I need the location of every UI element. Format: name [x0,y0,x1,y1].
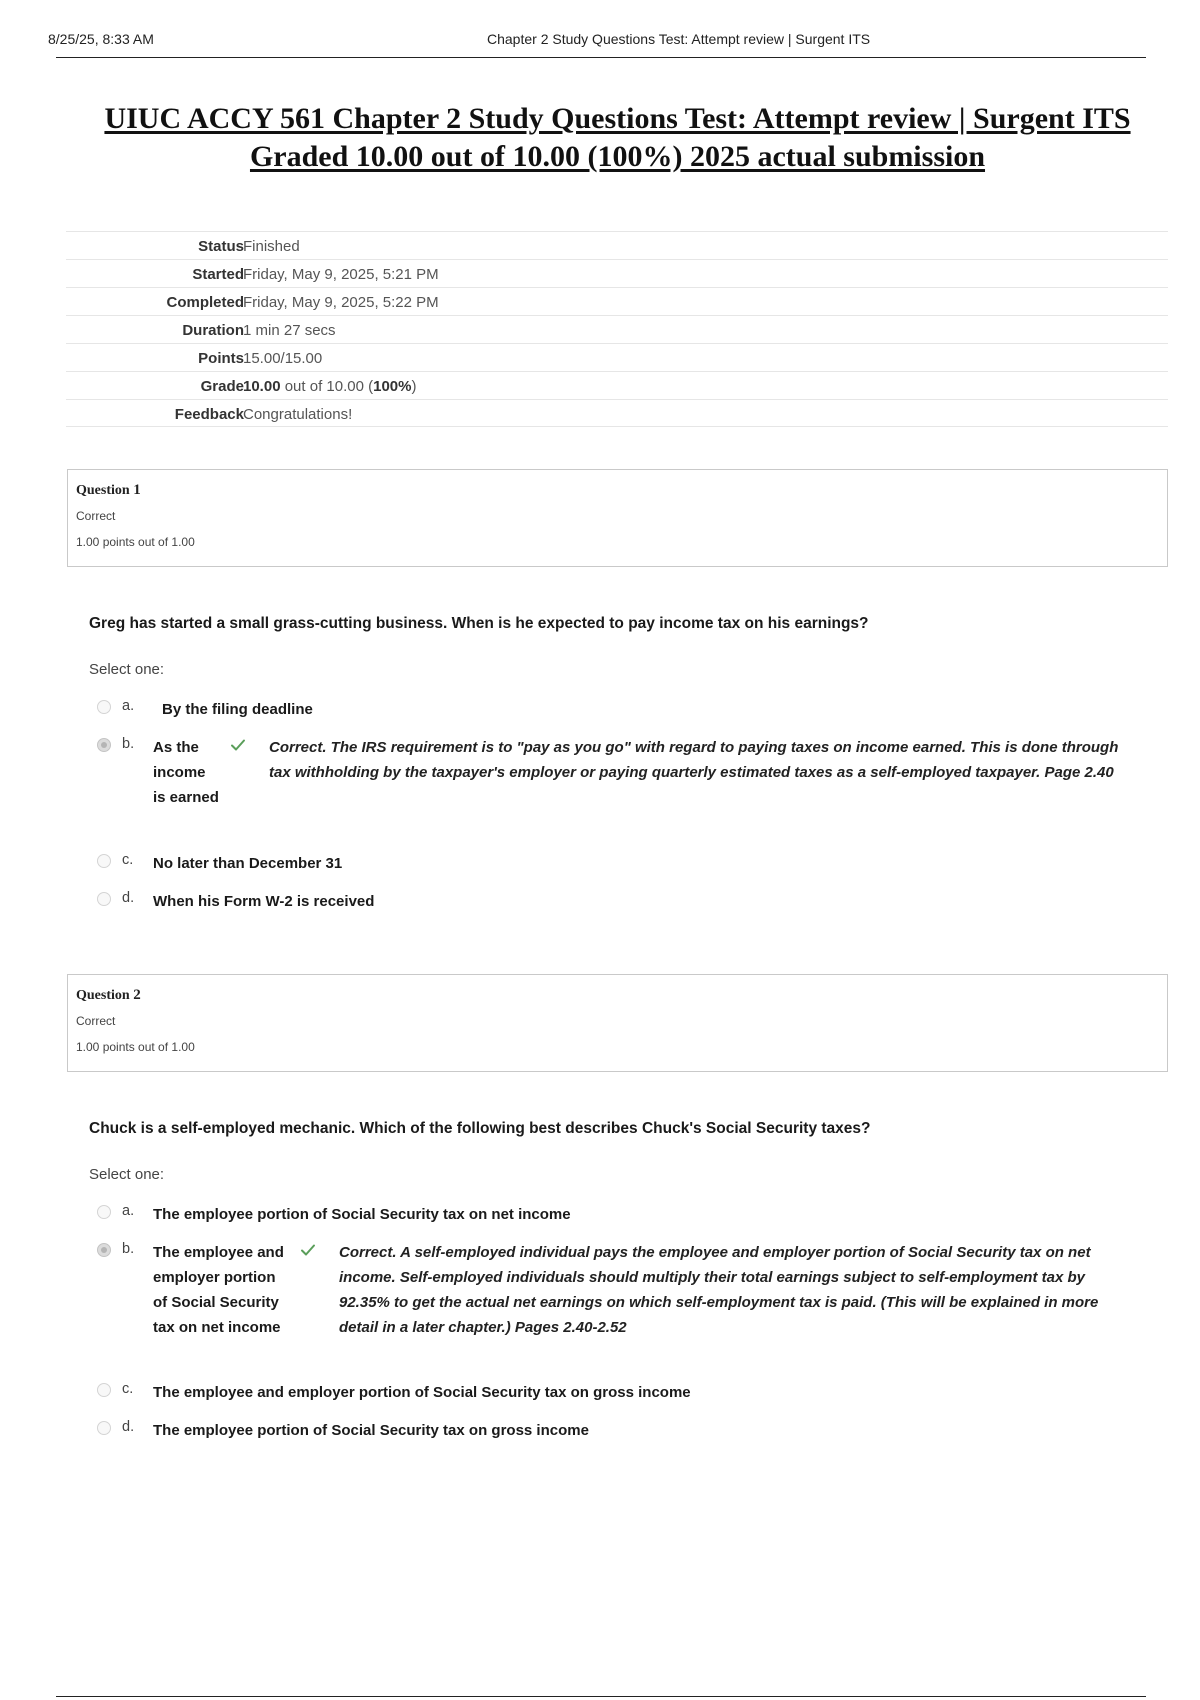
document-title [55,100,1180,176]
question-2-text: Chuck is a self-employed mechanic. Which of the following best describes Chuck's Social Security taxes? [89,1120,871,1137]
answer-text: The employee and employer portion of Social Security tax on net income [153,1244,284,1336]
answer-feedback: Correct. The IRS requirement is to "pay as you go" with regard to paying taxes on income earned. This is done through tax withholding by the taxpayer's employer or paying quarterly estimated taxes as a self-employed taxpayer. Page 2.40 [269,739,1119,781]
footer-divider [56,1696,1146,1697]
answer-letter: a. [122,1203,135,1219]
document-title-line-1: UIUC ACCY 561 Chapter 2 Study Questions Test: Attempt review | Surgent ITS [104,102,1131,135]
radio-button[interactable] [97,892,111,906]
answer-letter: c. [122,852,134,868]
grade-close: ) [411,378,417,395]
answer-text: When his Form W-2 is received [153,893,375,910]
q1-answer-a[interactable] [97,697,1097,722]
select-one-prompt: Select one: [89,1166,165,1183]
answer-text: The employee and employer portion of Social Security tax on gross income [153,1384,691,1401]
answer-letter: a. [122,698,135,714]
radio-button[interactable] [97,854,111,868]
question-1-info-box [67,469,1168,567]
answer-text: By the filing deadline [162,701,313,718]
question-label: Question [76,483,130,498]
question-2-info-box [67,974,1168,1072]
grade-score: 10.00 [243,378,281,395]
summary-row-duration [66,315,1168,343]
check-icon [230,737,246,753]
q1-answer-c[interactable] [97,851,1097,876]
answer-text: As the income is earned [153,739,219,806]
answer-feedback: Correct. A self-employed individual pays the employee and employer portion of Social Security tax on net income. Self-employed individuals should multiply their total earnings subject to self-employment tax by 92.35% to get the actual net earnings on which self-employment tax is paid. (This will be explained in more detail in a later chapter.) Pages 2.40-2.52 [339,1244,1099,1336]
answer-text: No later than December 31 [153,855,343,872]
print-header [0,28,1200,60]
q2-answer-a[interactable] [97,1202,1097,1227]
print-date: 8/25/25, 8:33 AM [48,31,154,47]
check-icon [300,1242,316,1258]
summary-row-feedback [66,399,1168,427]
summary-row-status [66,231,1168,259]
question-label: Question [76,988,130,1003]
radio-button[interactable] [97,1421,111,1435]
answer-letter: c. [122,1381,134,1397]
summary-value: Finished [243,238,300,255]
radio-button-selected[interactable] [97,738,111,752]
summary-value: 15.00/15.00 [243,350,323,367]
summary-value: 1 min 27 secs [243,322,336,339]
answer-letter: b. [122,736,135,752]
question-1-text: Greg has started a small grass-cutting business. When is he expected to pay income tax on his earnings? [89,615,869,632]
attempt-summary-table [66,231,1168,427]
grade-percent: 100% [373,378,412,395]
question-state: Correct [76,1014,116,1028]
question-number: 1 [133,482,141,498]
summary-row-grade [66,371,1168,399]
summary-row-completed [66,287,1168,315]
summary-label: Duration [182,322,244,339]
answer-text: The employee portion of Social Security tax on gross income [153,1422,589,1439]
question-number: 2 [133,987,141,1003]
summary-value-grade [243,378,417,395]
summary-label: Feedback [174,406,244,423]
question-grade: 1.00 points out of 1.00 [76,535,195,549]
summary-row-started [66,259,1168,287]
header-divider [56,57,1146,58]
radio-button[interactable] [97,700,111,714]
question-grade: 1.00 points out of 1.00 [76,1040,195,1054]
radio-button[interactable] [97,1383,111,1397]
q1-answer-b[interactable] [97,735,1137,835]
answer-text: The employee portion of Social Security tax on net income [153,1206,571,1223]
summary-label: Grade [200,378,244,395]
summary-label: Points [198,350,244,367]
question-state: Correct [76,509,116,523]
q1-answer-d[interactable] [97,889,1097,914]
summary-value: Friday, May 9, 2025, 5:22 PM [243,294,439,311]
q2-answer-c[interactable] [97,1380,1097,1405]
summary-label: Completed [166,294,244,311]
question-1-heading [76,482,1159,499]
summary-row-points [66,343,1168,371]
q2-answer-b[interactable] [97,1240,1137,1365]
summary-label: Started [192,266,244,283]
summary-value: Friday, May 9, 2025, 5:21 PM [243,266,439,283]
print-title: Chapter 2 Study Questions Test: Attempt review | Surgent ITS [487,31,871,47]
summary-value: Congratulations! [243,406,353,423]
q2-answer-d[interactable] [97,1418,1097,1443]
select-one-prompt: Select one: [89,661,165,678]
grade-out-of: out of 10.00 ( [280,378,374,395]
answer-letter: d. [122,1419,135,1435]
question-2-heading [76,987,1159,1004]
summary-label: Status [198,238,244,255]
answer-letter: b. [122,1241,135,1257]
radio-button[interactable] [97,1205,111,1219]
answer-letter: d. [122,890,135,906]
document-title-line-2: Graded 10.00 out of 10.00 (100%) 2025 actual submission [249,140,986,173]
radio-button-selected[interactable] [97,1243,111,1257]
